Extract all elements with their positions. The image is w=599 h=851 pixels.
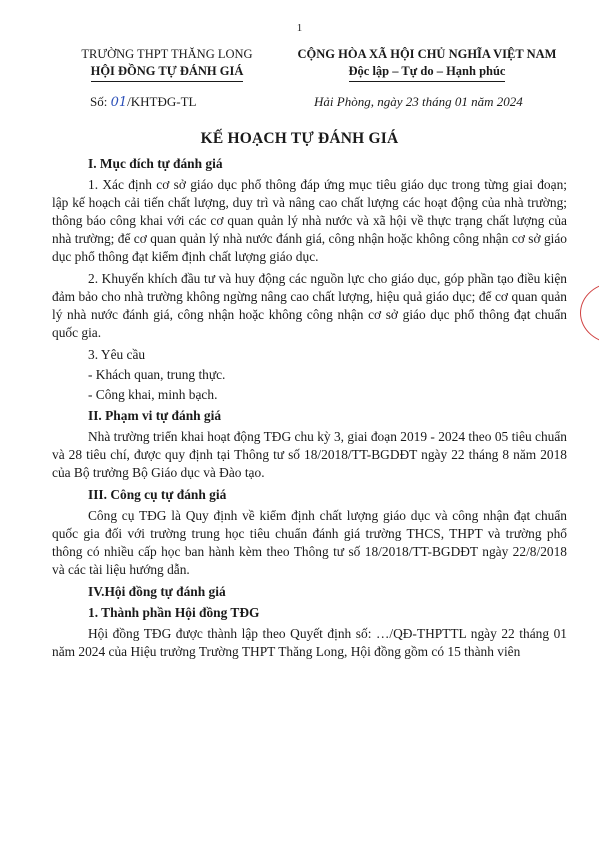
national-motto	[282, 63, 572, 82]
section-4-paragraph: Hội đồng TĐG được thành lập theo Quyết định số: …/QĐ-THPTTL ngày 22 tháng 01 năm 2024 của Hiệu trưởng Trường THPT Thăng Long, Hội đồng gồm có 15 thành viên	[52, 626, 567, 659]
document-number-prefix: Số:	[90, 94, 108, 109]
page-number: 1	[296, 22, 303, 34]
place-and-date: Hải Phòng, ngày 23 tháng 01 năm 2024	[314, 94, 523, 109]
school-name: TRƯỜNG THPT THĂNG LONG	[81, 47, 253, 61]
document-body	[52, 152, 567, 665]
section-4-heading: IV.Hội đồng tự đánh giá	[88, 584, 226, 599]
section-1-heading: I. Mục đích tự đánh giá	[88, 156, 223, 171]
council-name-text: HỘI ĐỒNG TỰ ĐÁNH GIÁ	[91, 63, 244, 82]
section-3-paragraph: Công cụ TĐG là Quy định về kiểm định chất lượng giáo dục và công nhận đạt chuẩn quốc gia đối với trường trung học tiêu chuẩn đánh giá trường THCS, THPT và trường phổ thông có nhiều cấp học ban hành kèm theo Thông tư số 18/2018/TT-BGDĐT ngày 22/8/2018 và các tài liệu hướng dẫn.	[52, 508, 567, 577]
section-1-requirements: 3. Yêu cầu	[88, 347, 146, 362]
header-right	[282, 46, 572, 82]
document-number-handwritten: 01	[110, 95, 128, 110]
red-stamp-edge	[580, 282, 599, 344]
requirement-item: - Công khai, minh bạch.	[88, 387, 218, 402]
section-2-heading: II. Phạm vi tự đánh giá	[88, 408, 222, 423]
section-4-subheading: 1. Thành phần Hội đồng TĐG	[88, 605, 260, 620]
document-title: KẾ HOẠCH TỰ ĐÁNH GIÁ	[200, 130, 399, 147]
section-1-paragraph-1: 1. Xác định cơ sở giáo dục phổ thông đáp ứng mục tiêu giáo dục trong từng giai đoạn; lập kế hoạch cải tiến chất lượng, duy trì và nâng cao chất lượng các hoạt động của nhà trường; thông báo công khai với các cơ quan quản lý nhà nước và xã hội về thực trạng chất lượng của nhà trường; để cơ quan quản lý nhà nước đánh giá, công nhận hoặc không công nhận cơ sở giáo dục phổ thông đạt kiểm định chất lượng giáo dục.	[52, 177, 567, 264]
national-motto-text: Độc lập – Tự do – Hạnh phúc	[349, 63, 506, 82]
section-1-paragraph-2: 2. Khuyến khích đầu tư và huy động các nguồn lực cho giáo dục, góp phần tạo điều kiện đảm bảo cho nhà trường không ngừng nâng cao chất lượng, hiệu quả giáo dục; để cơ quan quản lý nhà nước đánh giá, công nhận hoặc không công nhận cơ sở giáo dục phổ thông đạt chuẩn quốc gia.	[52, 271, 567, 340]
requirement-item: - Khách quan, trung thực.	[88, 367, 226, 382]
document-number-suffix: /KHTĐG-TL	[127, 94, 197, 109]
document-number	[90, 94, 196, 110]
header-left	[62, 46, 272, 82]
council-name	[62, 63, 272, 82]
nation-name: CỘNG HÒA XÃ HỘI CHỦ NGHĨA VIỆT NAM	[297, 47, 557, 61]
section-2-paragraph: Nhà trường triển khai hoạt động TĐG chu kỳ 3, giai đoạn 2019 - 2024 theo 05 tiêu chuẩn và 28 tiêu chí, được quy định tại Thông tư số 18/2018/TT-BGDĐT ngày 22 tháng 8 năm 2018 của Bộ trưởng Bộ Giáo dục và Đào tạo.	[52, 429, 567, 480]
section-3-heading: III. Công cụ tự đánh giá	[88, 487, 227, 502]
